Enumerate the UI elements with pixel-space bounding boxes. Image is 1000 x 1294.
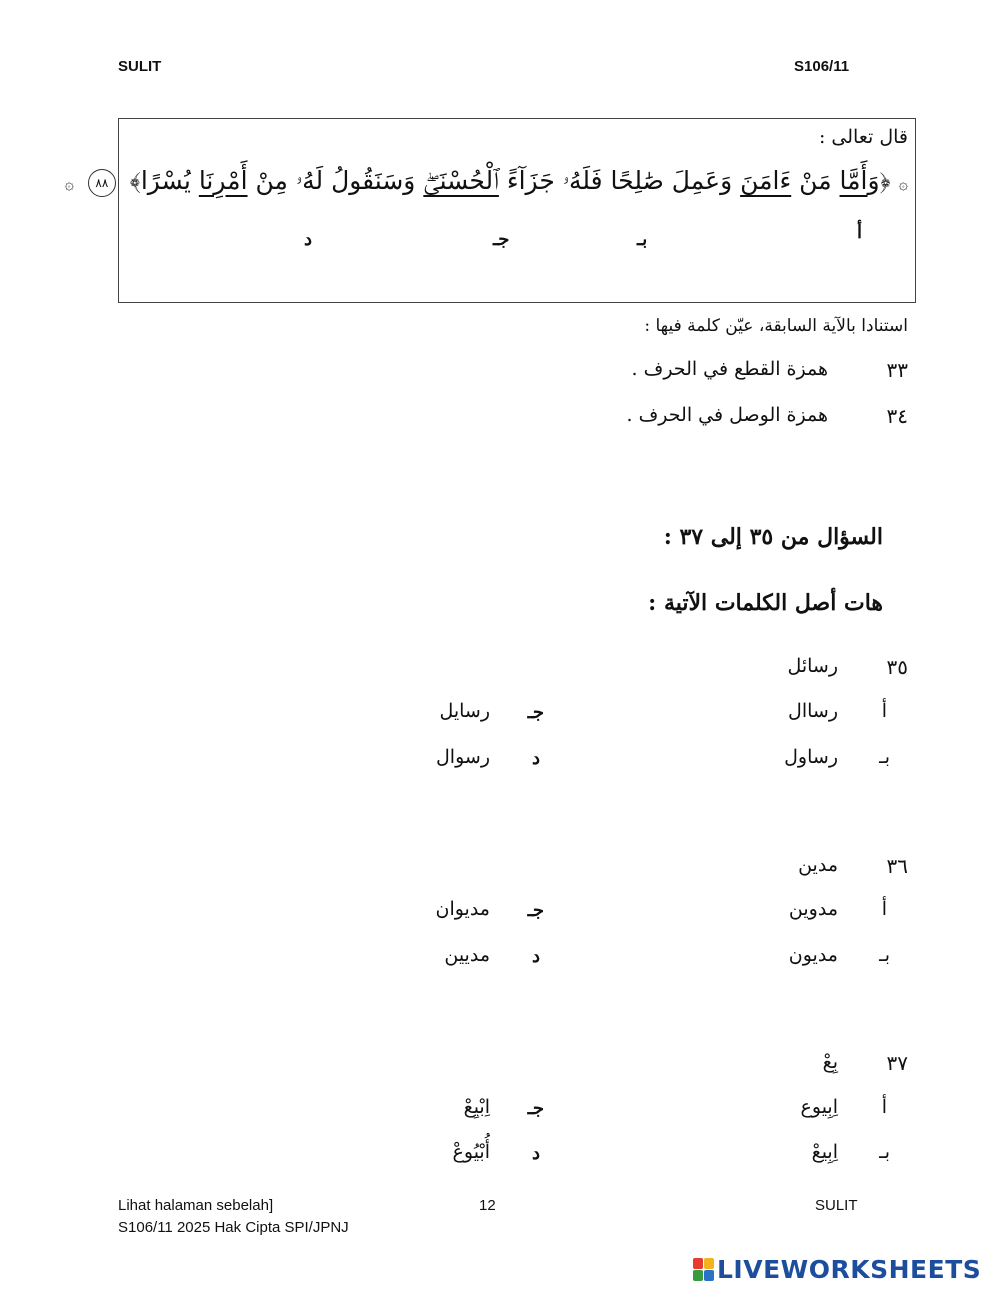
footer-copyright: S106/11 2025 Hak Cipta SPI/JPNJ: [118, 1219, 349, 1236]
verse-segment: ۖ وَسَنَقُولُ لَهُۥ مِنْ: [247, 166, 424, 195]
verse-underlined-word: ٱلْحُسْنَىٰ: [423, 166, 499, 195]
item-33-number: ٣٣: [886, 358, 908, 382]
instruction: استنادا بالآية السابقة، عيّن كلمة فيها :: [644, 316, 908, 336]
q36-option-c-text[interactable]: مديوان: [435, 898, 490, 920]
header-left: SULIT: [118, 58, 162, 75]
item-34-number: ٣٤: [886, 404, 908, 428]
mark-square: [704, 1258, 714, 1269]
q36-option-c-label: جـ: [527, 900, 544, 921]
q36-option-b-label: بـ: [879, 944, 890, 966]
q35-word: رسائل: [787, 655, 838, 677]
q35-option-a-label: أ: [881, 700, 887, 722]
mark-square: [693, 1258, 703, 1269]
item-33-text: همزة القطع في الحرف .: [631, 358, 828, 380]
ornament-close-icon: ۞: [64, 174, 74, 193]
q35-option-a-text[interactable]: رساال: [788, 700, 838, 722]
mark-square: [704, 1270, 714, 1281]
q37-option-d-label: د: [531, 1143, 540, 1164]
quran-box: [118, 118, 916, 303]
footer-next-page: Lihat halaman sebelah]: [118, 1197, 274, 1214]
quran-verse: [65, 166, 909, 197]
liveworksheets-wordmark: LIVEWORKSHEETS: [717, 1255, 982, 1284]
q36-option-d-text[interactable]: مديين: [444, 944, 490, 966]
verse-underlined-word: ءَامَنَ: [740, 166, 792, 195]
q35-option-c-text[interactable]: رسايل: [439, 700, 490, 722]
verse-segment: ﴾: [129, 166, 141, 195]
q37-word: بِعْ: [822, 1051, 838, 1073]
q37-number: ٣٧: [886, 1051, 908, 1075]
liveworksheets-logo: [693, 1255, 981, 1284]
q35-option-b-text[interactable]: رساول: [784, 746, 838, 768]
q35-option-d-label: د: [531, 748, 540, 769]
liveworksheets-mark-icon: [693, 1258, 714, 1281]
q36-word: مدين: [798, 854, 838, 876]
q35-number: ٣٥: [886, 655, 908, 679]
verse-segment: وَعَمِلَ صَٰلِحًا فَلَهُۥ جَزَآءً: [498, 166, 741, 195]
q37-option-a-text[interactable]: اِبِيوع: [800, 1096, 838, 1118]
verse-segment: يُسْرًا: [140, 166, 199, 195]
verse-segment: وَ: [867, 166, 880, 195]
verse-label-c: جـ: [493, 229, 510, 250]
q35-option-b-label: بـ: [879, 746, 890, 768]
sub-heading: هات أصل الكلمات الآتية :: [648, 590, 883, 616]
q37-option-d-text[interactable]: أُبْيُوعْ: [452, 1141, 490, 1163]
mark-square: [693, 1270, 703, 1281]
quran-intro: قال تعالى :: [818, 126, 908, 148]
q36-option-a-label: أ: [881, 898, 887, 920]
footer-page-number: 12: [479, 1197, 496, 1214]
q37-option-b-label: بـ: [879, 1141, 890, 1163]
q36-option-b-text[interactable]: مديون: [788, 944, 838, 966]
verse-label-a: أ: [857, 222, 863, 243]
verse-underlined-word: أَمْرِنَا: [198, 166, 248, 195]
header-right: S106/11: [794, 58, 850, 75]
q35-option-c-label: جـ: [527, 702, 544, 723]
q36-option-d-label: د: [531, 946, 540, 967]
verse-number: ٨٨: [95, 175, 109, 190]
verse-label-b: بـ: [637, 229, 648, 250]
item-34-text: همزة الوصل في الحرف .: [626, 404, 828, 426]
q35-option-d-text[interactable]: رسوال: [436, 746, 490, 768]
verse-text: [130, 166, 891, 195]
section-heading: السؤال من ٣٥ إلى ٣٧ :: [663, 524, 883, 550]
verse-label-d: د: [304, 229, 313, 250]
verse-segment: مَنْ: [791, 166, 840, 195]
footer-sulit: SULIT: [815, 1197, 858, 1214]
verse-number-badge: [88, 169, 116, 197]
q37-option-c-text[interactable]: اِبْيِعْ: [463, 1096, 490, 1118]
q37-option-a-label: أ: [881, 1096, 887, 1118]
q36-number: ٣٦: [886, 854, 908, 878]
q37-option-c-label: جـ: [527, 1098, 544, 1119]
verse-segment: ﴿: [879, 166, 891, 195]
ornament-open-icon: ۞: [898, 174, 908, 193]
verse-underlined-word: أَمَّا: [839, 166, 868, 195]
q37-option-b-text[interactable]: اِبِيعْ: [811, 1141, 838, 1163]
q36-option-a-text[interactable]: مدوين: [788, 898, 838, 920]
